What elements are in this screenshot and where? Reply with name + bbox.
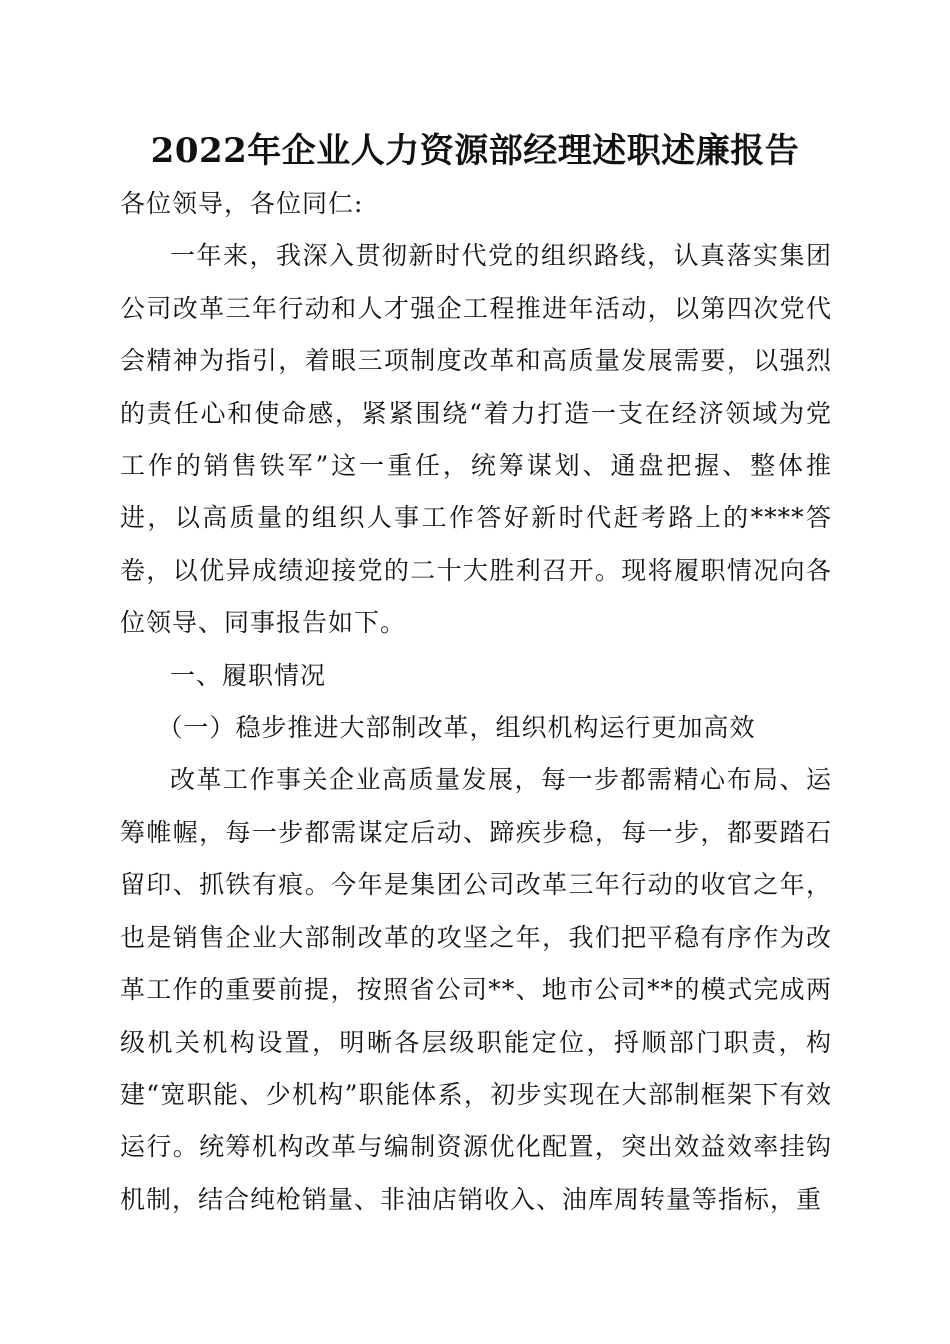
salutation: 各位领导，各位同仁:: [120, 189, 364, 218]
intro-paragraph: 一年来，我深入贯彻新时代党的组织路线，认真落实集团公司改革三年行动和人才强企工程推进年活动，以第四次党代会精神为指引，着眼三项制度改革和高质量发展需要，以强烈的责任心和使命感，紧紧围绕“着力打造一支在经济领域为党工作的销售铁军”这一重任，统筹谋划、通盘把握、整体推进，以高质量的组织人事工作答好新时代赶考路上的****答卷，以优异成绩迎接党的二十大胜利召开。现将履职情况向各位领导、同事报告如下。: [120, 241, 832, 638]
document-title: 2022年企业人力资源部经理述职述廉报告: [150, 131, 800, 171]
subsection-heading: （一）稳步推进大部制改革，组织机构运行更加高效: [157, 713, 756, 743]
document-body: [120, 178, 832, 1226]
section-heading: 一、履职情况: [170, 660, 327, 690]
section-paragraph: 改革工作事关企业高质量发展，每一步都需精心布局、运筹帷幄，每一步都需谋定后动、蹄疾步稳，每一步，都要踏石留印、抓铁有痕。今年是集团公司改革三年行动的收官之年，也是销售企业大部制改革的攻坚之年，我们把平稳有序作为改革工作的重要前提，按照省公司**、地市公司**的模式完成两级机关机构设置，明晰各层级职能定位，捋顺部门职责，构建“宽职能、少机构”职能体系，初步实现在大部制框架下有效运行。统筹机构改革与编制资源优化配置，突出效益效率挂钩机制，结合纯枪销量、非油店销收入、油库周转量等指标，重: [120, 765, 832, 1214]
